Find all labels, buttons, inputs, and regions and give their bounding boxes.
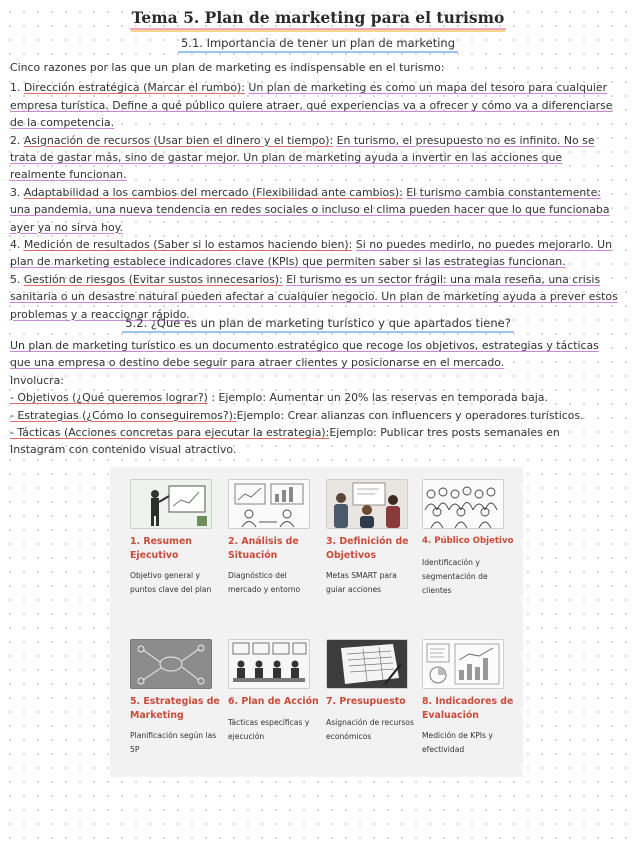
card-description: Metas SMART para guiar acciones — [326, 571, 397, 594]
involves-label: Involucra: — [10, 373, 64, 387]
involves-item: - Tácticas (Acciones concretas para ejecutar la estrategia):Ejemplo: Publicar tres posts semanales en Instagram con contenido visual atractivo. — [10, 426, 560, 457]
card-title: 7. Presupuesto — [326, 696, 406, 707]
card-description: Diagnóstico del mercado y entorno — [228, 571, 301, 594]
mindmap-icon — [130, 639, 212, 689]
card-description: Planificación según las 5P — [130, 731, 217, 754]
section-1-heading: 5.1. Importancia de tener un plan de marketing — [0, 36, 636, 53]
section-1-body — [10, 59, 618, 323]
infographic-card — [326, 639, 418, 744]
reason-item: 5. Gestión de riesgos (Evitar sustos innecesarios): El turismo es un sector frágil: una mala reseña, una crisis sanitaria o un desastre natural pueden afectar a cualquier negocio. Un plan de marketing ayuda a prever estos problemas y a reaccionar rápido. — [10, 272, 618, 321]
analysis-sketch-icon — [228, 479, 310, 529]
card-title: 5. Estrategias de Marketing — [130, 696, 220, 721]
card-title: 3. Definición de Objetivos — [326, 536, 409, 561]
infographic-card — [326, 479, 418, 597]
card-description: Medición de KPIs y efectividad — [422, 731, 493, 754]
infographic-card — [228, 639, 320, 744]
crowd-icon — [422, 479, 504, 529]
card-description: Tácticas específicas y ejecución — [228, 717, 310, 741]
section-2-body — [10, 337, 618, 459]
budget-sheet-icon — [326, 639, 408, 689]
infographic-card — [422, 639, 514, 757]
marketing-plan-infographic — [110, 467, 523, 777]
reason-item: 4. Medición de resultados (Saber si lo estamos haciendo bien): Si no puedes medirlo, no puedes mejorarlo. Un plan de marketing establece indicadores clave (KPIs) que permiten saber si las estrategias funcionan. — [10, 238, 613, 269]
card-title: 4. Público Objetivo — [422, 536, 514, 546]
involves-item: - Estrategias (¿Cómo lo conseguiremos?):Ejemplo: Crear alianzas con influencers y operadores turísticos. — [10, 408, 584, 422]
card-description: Asignación de recursos económicos — [326, 717, 414, 741]
infographic-card — [422, 479, 514, 598]
team-meeting-icon — [326, 479, 408, 529]
card-title: 1. Resumen Ejecutivo — [130, 536, 192, 561]
card-title: 2. Análisis de Situación — [228, 536, 299, 561]
card-description: Objetivo general y puntos clave del plan — [130, 571, 212, 594]
infographic-card — [130, 479, 222, 597]
reason-item: 1. Dirección estratégica (Marcar el rumbo): Un plan de marketing es como un mapa del tesoro para cualquier empresa turística. Define a qué público quiere atraer, qué experiencias va a ofrecer y cómo va a diferenciarse de la competencia. — [10, 81, 613, 130]
section-2-intro: Un plan de marketing turístico es un documento estratégico que recoge los objetivos, estrategias y tácticas que una empresa o destino debe seguir para atraer clientes y posicionarse en el mercado. — [10, 339, 599, 370]
section-1-intro: Cinco razones por las que un plan de marketing es indispensable en el turismo: — [10, 61, 445, 74]
kpi-dashboard-icon — [422, 639, 504, 689]
section-2-heading: 5.2. ¿Que es un plan de marketing turístico y que apartados tiene? — [0, 316, 636, 333]
reason-item: 3. Adaptabilidad a los cambios del mercado (Flexibilidad ante cambios): El turismo cambia constantemente: una pandemia, una nueva tendencia en redes sociales o incluso el clima pueden hacer que lo que funcionaba ayer ya no sirva hoy. — [10, 185, 610, 234]
reason-item: 2. Asignación de recursos (Usar bien el dinero y el tiempo): En turismo, el presupuesto no es infinito. No se trata de gastar más, sino de gastar mejor. Un plan de marketing ayuda a invertir en las acciones que realmente funcionan. — [10, 133, 595, 182]
infographic-card — [130, 639, 222, 757]
page-title: Tema 5. Plan de marketing para el turismo — [0, 8, 636, 30]
workshop-icon — [228, 639, 310, 689]
card-title: 6. Plan de Acción — [228, 696, 319, 707]
involves-item: - Objetivos (¿Qué queremos lograr?) : Ejemplo: Aumentar un 20% las reservas en temporada baja. — [10, 391, 548, 405]
card-description: Identificación y segmentación de clientes — [422, 557, 488, 595]
card-title: 8. Indicadores de Evaluación — [422, 696, 514, 721]
infographic-card — [228, 479, 320, 597]
presentation-icon — [130, 479, 212, 529]
